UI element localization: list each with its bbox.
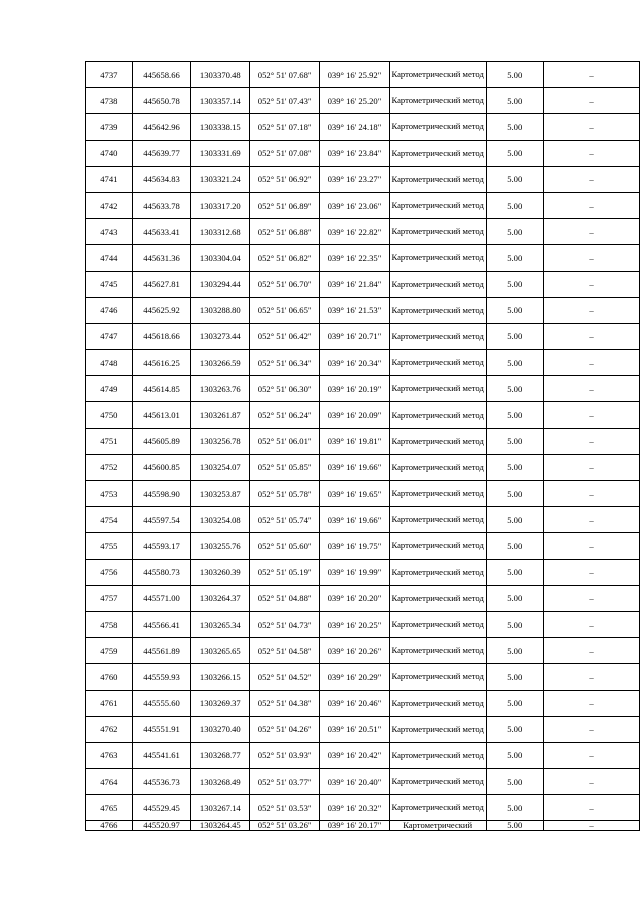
y-coordinate-cell: 1303294.44 — [191, 271, 250, 297]
table-row — [86, 402, 640, 428]
x-coordinate-cell: 445555.60 — [132, 690, 191, 716]
y-coordinate-cell: 1303255.76 — [191, 533, 250, 559]
latitude-cell: 052° 51' 06.01" — [250, 428, 320, 454]
method-cell: Картометрический метод — [389, 507, 486, 533]
y-coordinate-cell: 1303263.76 — [191, 376, 250, 402]
table-row — [86, 62, 640, 88]
table-row — [86, 454, 640, 480]
latitude-cell: 052° 51' 07.43" — [250, 88, 320, 114]
latitude-cell: 052° 51' 03.93" — [250, 742, 320, 768]
note-cell: – — [544, 114, 640, 140]
table-row — [86, 166, 640, 192]
latitude-cell: 052° 51' 05.85" — [250, 454, 320, 480]
y-coordinate-cell: 1303338.15 — [191, 114, 250, 140]
precision-cell: 5.00 — [486, 585, 544, 611]
longitude-cell: 039° 16' 20.42" — [320, 742, 390, 768]
latitude-cell: 052° 51' 07.68" — [250, 62, 320, 88]
table-row — [86, 585, 640, 611]
method-cell: Картометрический — [389, 821, 486, 831]
table-row — [86, 821, 640, 831]
longitude-cell: 039° 16' 19.66" — [320, 454, 390, 480]
table-row — [86, 559, 640, 585]
note-cell: – — [544, 166, 640, 192]
longitude-cell: 039° 16' 20.26" — [320, 638, 390, 664]
method-cell: Картометрический метод — [389, 376, 486, 402]
note-cell: – — [544, 323, 640, 349]
latitude-cell: 052° 51' 06.88" — [250, 219, 320, 245]
x-coordinate-cell: 445614.85 — [132, 376, 191, 402]
x-coordinate-cell: 445559.93 — [132, 664, 191, 690]
table-row — [86, 271, 640, 297]
x-coordinate-cell: 445580.73 — [132, 559, 191, 585]
precision-cell: 5.00 — [486, 795, 544, 821]
note-cell: – — [544, 376, 640, 402]
latitude-cell: 052° 51' 04.73" — [250, 611, 320, 637]
precision-cell: 5.00 — [486, 481, 544, 507]
point-number-cell: 4741 — [86, 166, 133, 192]
note-cell: – — [544, 219, 640, 245]
precision-cell: 5.00 — [486, 690, 544, 716]
precision-cell: 5.00 — [486, 559, 544, 585]
note-cell: – — [544, 795, 640, 821]
precision-cell: 5.00 — [486, 219, 544, 245]
x-coordinate-cell: 445634.83 — [132, 166, 191, 192]
method-cell: Картометрический метод — [389, 559, 486, 585]
method-cell: Картометрический метод — [389, 140, 486, 166]
precision-cell: 5.00 — [486, 402, 544, 428]
method-cell: Картометрический метод — [389, 638, 486, 664]
note-cell: – — [544, 245, 640, 271]
y-coordinate-cell: 1303304.04 — [191, 245, 250, 271]
longitude-cell: 039° 16' 20.32" — [320, 795, 390, 821]
longitude-cell: 039° 16' 20.09" — [320, 402, 390, 428]
precision-cell: 5.00 — [486, 140, 544, 166]
y-coordinate-cell: 1303312.68 — [191, 219, 250, 245]
x-coordinate-cell: 445605.89 — [132, 428, 191, 454]
note-cell: – — [544, 585, 640, 611]
precision-cell: 5.00 — [486, 454, 544, 480]
table-row — [86, 507, 640, 533]
table-row — [86, 297, 640, 323]
latitude-cell: 052° 51' 06.42" — [250, 323, 320, 349]
y-coordinate-cell: 1303254.07 — [191, 454, 250, 480]
note-cell: – — [544, 140, 640, 166]
method-cell: Картометрический метод — [389, 428, 486, 454]
latitude-cell: 052° 51' 05.60" — [250, 533, 320, 559]
method-cell: Картометрический метод — [389, 114, 486, 140]
latitude-cell: 052° 51' 05.19" — [250, 559, 320, 585]
longitude-cell: 039° 16' 24.18" — [320, 114, 390, 140]
method-cell: Картометрический метод — [389, 88, 486, 114]
longitude-cell: 039° 16' 20.34" — [320, 350, 390, 376]
latitude-cell: 052° 51' 06.65" — [250, 297, 320, 323]
note-cell: – — [544, 664, 640, 690]
precision-cell: 5.00 — [486, 297, 544, 323]
point-number-cell: 4763 — [86, 742, 133, 768]
point-number-cell: 4754 — [86, 507, 133, 533]
table-row — [86, 638, 640, 664]
table-row — [86, 114, 640, 140]
x-coordinate-cell: 445650.78 — [132, 88, 191, 114]
latitude-cell: 052° 51' 03.53" — [250, 795, 320, 821]
note-cell: – — [544, 428, 640, 454]
table-row — [86, 611, 640, 637]
longitude-cell: 039° 16' 19.81" — [320, 428, 390, 454]
longitude-cell: 039° 16' 25.20" — [320, 88, 390, 114]
note-cell: – — [544, 559, 640, 585]
x-coordinate-cell: 445593.17 — [132, 533, 191, 559]
x-coordinate-cell: 445633.41 — [132, 219, 191, 245]
precision-cell: 5.00 — [486, 821, 544, 831]
x-coordinate-cell: 445658.66 — [132, 62, 191, 88]
point-number-cell: 4757 — [86, 585, 133, 611]
method-cell: Картометрический метод — [389, 716, 486, 742]
table-row — [86, 742, 640, 768]
y-coordinate-cell: 1303270.40 — [191, 716, 250, 742]
method-cell: Картометрический метод — [389, 795, 486, 821]
longitude-cell: 039° 16' 20.46" — [320, 690, 390, 716]
latitude-cell: 052° 51' 06.70" — [250, 271, 320, 297]
x-coordinate-cell: 445642.96 — [132, 114, 191, 140]
y-coordinate-cell: 1303370.48 — [191, 62, 250, 88]
precision-cell: 5.00 — [486, 166, 544, 192]
note-cell: – — [544, 690, 640, 716]
method-cell: Картометрический метод — [389, 62, 486, 88]
x-coordinate-cell: 445529.45 — [132, 795, 191, 821]
method-cell: Картометрический метод — [389, 454, 486, 480]
y-coordinate-cell: 1303269.37 — [191, 690, 250, 716]
y-coordinate-cell: 1303265.65 — [191, 638, 250, 664]
point-number-cell: 4746 — [86, 297, 133, 323]
table-row — [86, 323, 640, 349]
y-coordinate-cell: 1303268.77 — [191, 742, 250, 768]
latitude-cell: 052° 51' 07.18" — [250, 114, 320, 140]
y-coordinate-cell: 1303288.80 — [191, 297, 250, 323]
y-coordinate-cell: 1303260.39 — [191, 559, 250, 585]
precision-cell: 5.00 — [486, 62, 544, 88]
point-number-cell: 4738 — [86, 88, 133, 114]
x-coordinate-cell: 445613.01 — [132, 402, 191, 428]
point-number-cell: 4755 — [86, 533, 133, 559]
method-cell: Картометрический метод — [389, 611, 486, 637]
y-coordinate-cell: 1303264.37 — [191, 585, 250, 611]
note-cell: – — [544, 481, 640, 507]
note-cell: – — [544, 454, 640, 480]
method-cell: Картометрический метод — [389, 323, 486, 349]
point-number-cell: 4742 — [86, 192, 133, 218]
latitude-cell: 052° 51' 06.82" — [250, 245, 320, 271]
coordinates-page — [85, 61, 640, 831]
y-coordinate-cell: 1303268.49 — [191, 769, 250, 795]
x-coordinate-cell: 445566.41 — [132, 611, 191, 637]
table-row — [86, 88, 640, 114]
x-coordinate-cell: 445520.97 — [132, 821, 191, 831]
method-cell: Картометрический метод — [389, 690, 486, 716]
longitude-cell: 039° 16' 19.65" — [320, 481, 390, 507]
table-row — [86, 533, 640, 559]
latitude-cell: 052° 51' 04.38" — [250, 690, 320, 716]
longitude-cell: 039° 16' 20.17" — [320, 821, 390, 831]
precision-cell: 5.00 — [486, 507, 544, 533]
x-coordinate-cell: 445561.89 — [132, 638, 191, 664]
note-cell: – — [544, 716, 640, 742]
longitude-cell: 039° 16' 19.75" — [320, 533, 390, 559]
point-number-cell: 4766 — [86, 821, 133, 831]
note-cell: – — [544, 507, 640, 533]
latitude-cell: 052° 51' 06.89" — [250, 192, 320, 218]
y-coordinate-cell: 1303273.44 — [191, 323, 250, 349]
note-cell: – — [544, 271, 640, 297]
precision-cell: 5.00 — [486, 664, 544, 690]
longitude-cell: 039° 16' 25.92" — [320, 62, 390, 88]
precision-cell: 5.00 — [486, 769, 544, 795]
x-coordinate-cell: 445598.90 — [132, 481, 191, 507]
point-number-cell: 4748 — [86, 350, 133, 376]
x-coordinate-cell: 445631.36 — [132, 245, 191, 271]
table-row — [86, 219, 640, 245]
point-number-cell: 4753 — [86, 481, 133, 507]
x-coordinate-cell: 445618.66 — [132, 323, 191, 349]
coordinates-table — [85, 61, 640, 831]
precision-cell: 5.00 — [486, 245, 544, 271]
point-number-cell: 4744 — [86, 245, 133, 271]
note-cell: – — [544, 821, 640, 831]
x-coordinate-cell: 445536.73 — [132, 769, 191, 795]
x-coordinate-cell: 445571.00 — [132, 585, 191, 611]
longitude-cell: 039° 16' 20.51" — [320, 716, 390, 742]
precision-cell: 5.00 — [486, 716, 544, 742]
note-cell: – — [544, 297, 640, 323]
longitude-cell: 039° 16' 23.27" — [320, 166, 390, 192]
precision-cell: 5.00 — [486, 428, 544, 454]
point-number-cell: 4758 — [86, 611, 133, 637]
method-cell: Картометрический метод — [389, 245, 486, 271]
table-row — [86, 769, 640, 795]
note-cell: – — [544, 62, 640, 88]
latitude-cell: 052° 51' 04.58" — [250, 638, 320, 664]
method-cell: Картометрический метод — [389, 533, 486, 559]
method-cell: Картометрический метод — [389, 481, 486, 507]
x-coordinate-cell: 445633.78 — [132, 192, 191, 218]
latitude-cell: 052° 51' 03.77" — [250, 769, 320, 795]
method-cell: Картометрический метод — [389, 297, 486, 323]
longitude-cell: 039° 16' 20.29" — [320, 664, 390, 690]
x-coordinate-cell: 445600.85 — [132, 454, 191, 480]
point-number-cell: 4761 — [86, 690, 133, 716]
table-row — [86, 690, 640, 716]
table-row — [86, 245, 640, 271]
y-coordinate-cell: 1303267.14 — [191, 795, 250, 821]
point-number-cell: 4751 — [86, 428, 133, 454]
x-coordinate-cell: 445625.92 — [132, 297, 191, 323]
y-coordinate-cell: 1303256.78 — [191, 428, 250, 454]
point-number-cell: 4743 — [86, 219, 133, 245]
table-row — [86, 350, 640, 376]
longitude-cell: 039° 16' 20.71" — [320, 323, 390, 349]
point-number-cell: 4749 — [86, 376, 133, 402]
latitude-cell: 052° 51' 06.34" — [250, 350, 320, 376]
method-cell: Картометрический метод — [389, 271, 486, 297]
latitude-cell: 052° 51' 04.88" — [250, 585, 320, 611]
y-coordinate-cell: 1303265.34 — [191, 611, 250, 637]
y-coordinate-cell: 1303254.08 — [191, 507, 250, 533]
table-row — [86, 795, 640, 821]
precision-cell: 5.00 — [486, 611, 544, 637]
precision-cell: 5.00 — [486, 742, 544, 768]
method-cell: Картометрический метод — [389, 769, 486, 795]
table-row — [86, 140, 640, 166]
point-number-cell: 4759 — [86, 638, 133, 664]
y-coordinate-cell: 1303357.14 — [191, 88, 250, 114]
latitude-cell: 052° 51' 05.74" — [250, 507, 320, 533]
precision-cell: 5.00 — [486, 323, 544, 349]
x-coordinate-cell: 445541.61 — [132, 742, 191, 768]
method-cell: Картометрический метод — [389, 402, 486, 428]
precision-cell: 5.00 — [486, 533, 544, 559]
x-coordinate-cell: 445551.91 — [132, 716, 191, 742]
table-row — [86, 664, 640, 690]
y-coordinate-cell: 1303266.15 — [191, 664, 250, 690]
latitude-cell: 052° 51' 04.26" — [250, 716, 320, 742]
point-number-cell: 4739 — [86, 114, 133, 140]
method-cell: Картометрический метод — [389, 192, 486, 218]
y-coordinate-cell: 1303266.59 — [191, 350, 250, 376]
latitude-cell: 052° 51' 06.92" — [250, 166, 320, 192]
longitude-cell: 039° 16' 23.06" — [320, 192, 390, 218]
table-row — [86, 376, 640, 402]
precision-cell: 5.00 — [486, 192, 544, 218]
point-number-cell: 4762 — [86, 716, 133, 742]
longitude-cell: 039° 16' 20.20" — [320, 585, 390, 611]
longitude-cell: 039° 16' 22.35" — [320, 245, 390, 271]
longitude-cell: 039° 16' 19.66" — [320, 507, 390, 533]
note-cell: – — [544, 533, 640, 559]
note-cell: – — [544, 350, 640, 376]
method-cell: Картометрический метод — [389, 219, 486, 245]
point-number-cell: 4737 — [86, 62, 133, 88]
latitude-cell: 052° 51' 05.78" — [250, 481, 320, 507]
x-coordinate-cell: 445597.54 — [132, 507, 191, 533]
note-cell: – — [544, 769, 640, 795]
point-number-cell: 4752 — [86, 454, 133, 480]
latitude-cell: 052° 51' 06.24" — [250, 402, 320, 428]
point-number-cell: 4740 — [86, 140, 133, 166]
precision-cell: 5.00 — [486, 88, 544, 114]
x-coordinate-cell: 445627.81 — [132, 271, 191, 297]
note-cell: – — [544, 402, 640, 428]
point-number-cell: 4745 — [86, 271, 133, 297]
table-row — [86, 192, 640, 218]
x-coordinate-cell: 445639.77 — [132, 140, 191, 166]
longitude-cell: 039° 16' 21.84" — [320, 271, 390, 297]
point-number-cell: 4764 — [86, 769, 133, 795]
method-cell: Картометрический метод — [389, 664, 486, 690]
precision-cell: 5.00 — [486, 376, 544, 402]
table-row — [86, 428, 640, 454]
note-cell: – — [544, 638, 640, 664]
y-coordinate-cell: 1303264.45 — [191, 821, 250, 831]
y-coordinate-cell: 1303321.24 — [191, 166, 250, 192]
y-coordinate-cell: 1303317.20 — [191, 192, 250, 218]
point-number-cell: 4756 — [86, 559, 133, 585]
precision-cell: 5.00 — [486, 271, 544, 297]
y-coordinate-cell: 1303253.87 — [191, 481, 250, 507]
note-cell: – — [544, 611, 640, 637]
method-cell: Картометрический метод — [389, 350, 486, 376]
latitude-cell: 052° 51' 03.26" — [250, 821, 320, 831]
latitude-cell: 052° 51' 06.30" — [250, 376, 320, 402]
precision-cell: 5.00 — [486, 350, 544, 376]
longitude-cell: 039° 16' 20.40" — [320, 769, 390, 795]
y-coordinate-cell: 1303261.87 — [191, 402, 250, 428]
precision-cell: 5.00 — [486, 638, 544, 664]
longitude-cell: 039° 16' 19.99" — [320, 559, 390, 585]
longitude-cell: 039° 16' 20.19" — [320, 376, 390, 402]
latitude-cell: 052° 51' 07.08" — [250, 140, 320, 166]
note-cell: – — [544, 742, 640, 768]
table-row — [86, 481, 640, 507]
longitude-cell: 039° 16' 22.82" — [320, 219, 390, 245]
point-number-cell: 4747 — [86, 323, 133, 349]
method-cell: Картометрический метод — [389, 585, 486, 611]
precision-cell: 5.00 — [486, 114, 544, 140]
latitude-cell: 052° 51' 04.52" — [250, 664, 320, 690]
note-cell: – — [544, 88, 640, 114]
y-coordinate-cell: 1303331.69 — [191, 140, 250, 166]
longitude-cell: 039° 16' 23.84" — [320, 140, 390, 166]
point-number-cell: 4760 — [86, 664, 133, 690]
note-cell: – — [544, 192, 640, 218]
longitude-cell: 039° 16' 21.53" — [320, 297, 390, 323]
longitude-cell: 039° 16' 20.25" — [320, 611, 390, 637]
point-number-cell: 4750 — [86, 402, 133, 428]
method-cell: Картометрический метод — [389, 742, 486, 768]
x-coordinate-cell: 445616.25 — [132, 350, 191, 376]
table-row — [86, 716, 640, 742]
method-cell: Картометрический метод — [389, 166, 486, 192]
point-number-cell: 4765 — [86, 795, 133, 821]
